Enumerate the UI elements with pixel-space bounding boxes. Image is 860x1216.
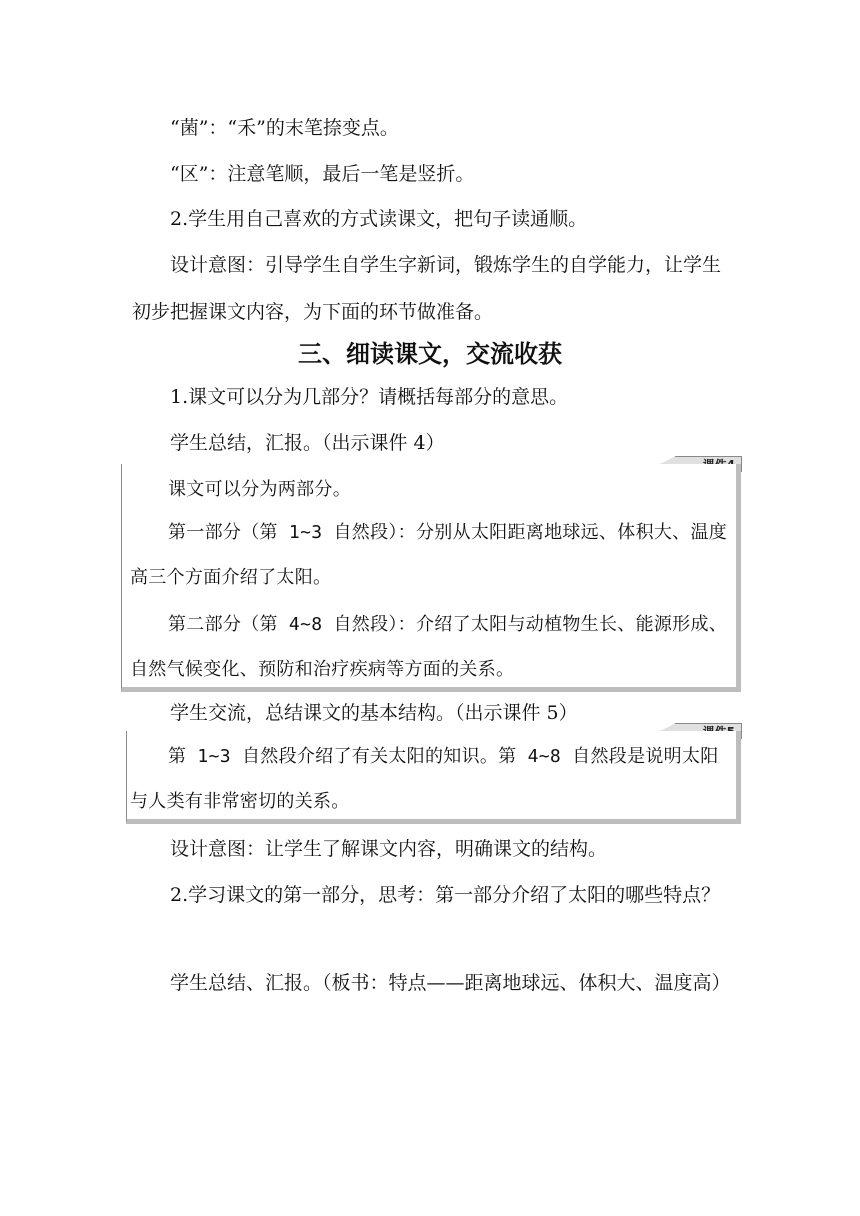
courseware4-line-1: 课文可以分为两部分。 [168,479,351,500]
paragraph-question-1: 1.课文可以分为几部分？请概括每部分的意思。 [170,386,569,408]
paragraph-stroke-note-qu: “区”：注意笔顺，最后一笔是竖折。 [170,163,475,185]
paragraph-student-exchange: 学生交流，总结课文的基本结构。（出示课件 5） [170,702,578,724]
paragraph-design-intent-1: 设计意图：引导学生自学生字新词，锻炼学生的自学能力，让学生初步把握课文内容，为下面的环节做准备。 [132,254,722,323]
paragraph-student-report-2: 学生总结、汇报。（板书：特点——距离地球远、体积大、温度高） [170,972,731,994]
paragraph-stroke-note-jun: “菌”：“禾”的末笔捺变点。 [170,117,399,139]
paragraph-read-text: 2.学生用自己喜欢的方式读课文，把句子读通顺。 [170,208,588,230]
courseware4-line-2: 第一部分（第 1~3 自然段）：分别从太阳距离地球远、体积大、温度高三个方面介绍了太阳。 [130,522,728,588]
paragraph-design-intent-2: 设计意图：让学生了解课文内容，明确课文的结构。 [170,838,608,860]
courseware5-line-1: 第 1~3 自然段介绍了有关太阳的知识。第 4~8 自然段是说明太阳与人类有非常密切的关系。 [130,746,719,812]
paragraph-question-2: 2.学习课文的第一部分，思考：第一部分介绍了太阳的哪些特点？ [170,884,721,906]
section-heading: 三、细读课文，交流收获 [298,339,562,368]
paragraph-student-report-1: 学生总结，汇报。（出示课件 4） [170,432,445,454]
courseware4-line-3: 第二部分（第 4~8 自然段）：介绍了太阳与动植物生长、能源形成、自然气候变化、预防和治疗疾病等方面的关系。 [130,614,728,680]
